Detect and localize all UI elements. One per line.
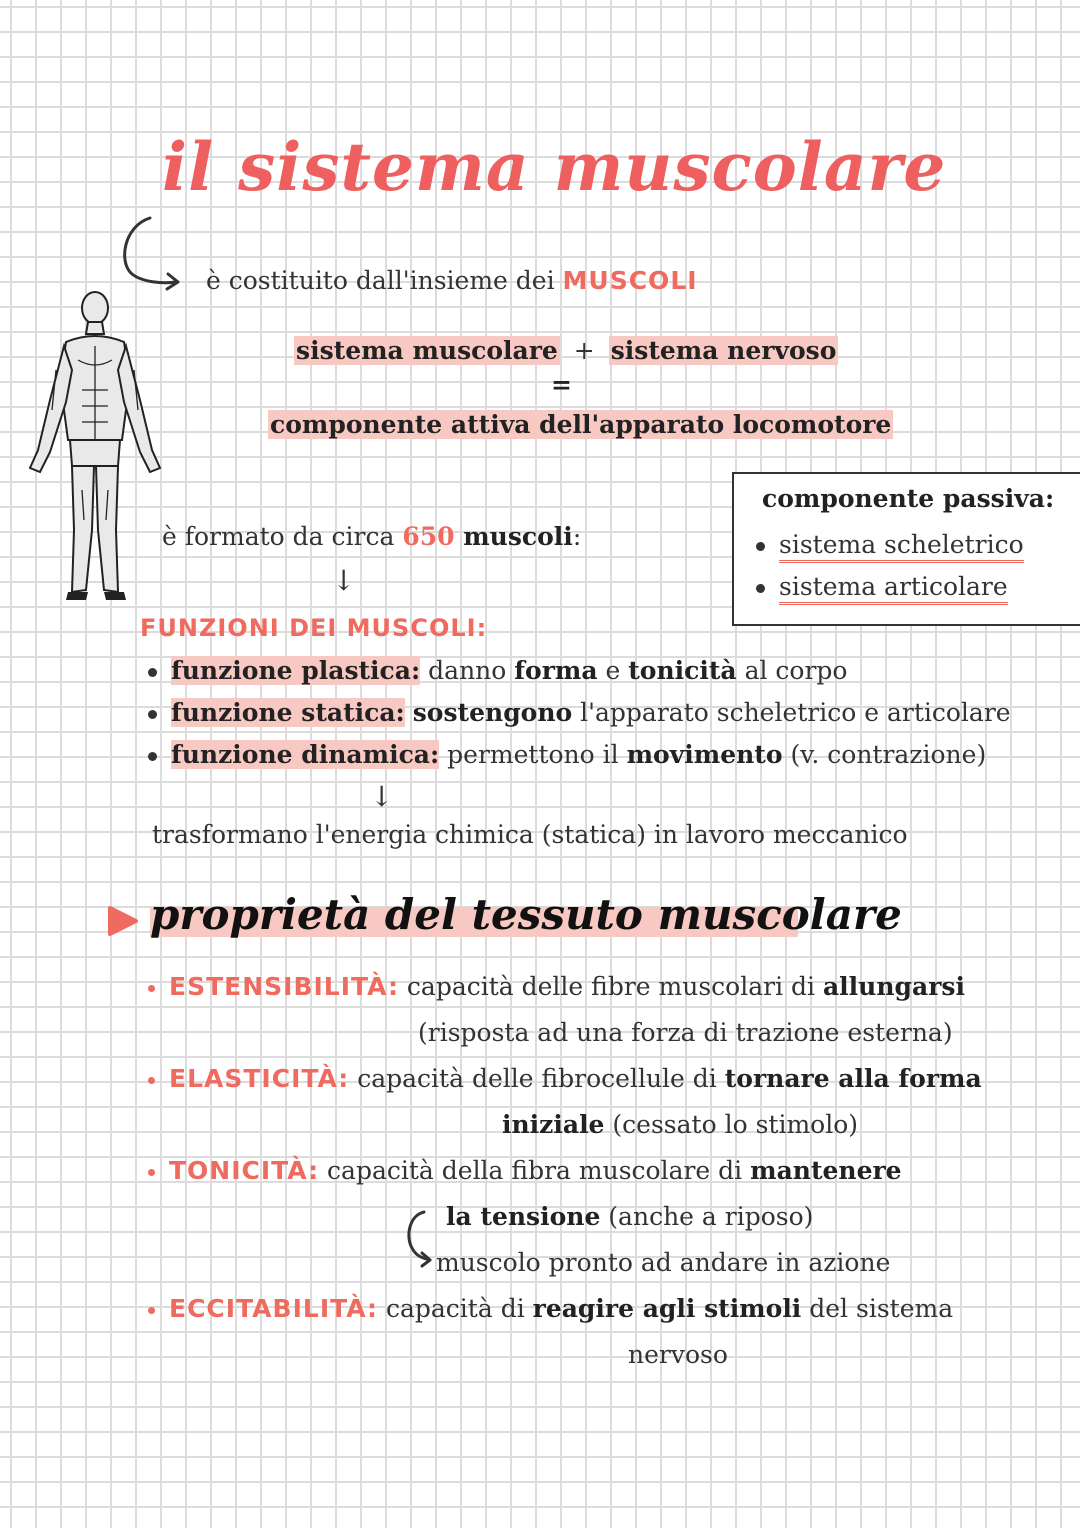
equation-left: sistema muscolare [296,336,558,365]
triangle-bullet-icon [104,904,140,938]
property-name: ELASTICITÀ: [169,1064,350,1093]
equation-right: sistema nervoso [610,336,837,365]
property-text-cont: (risposta ad una forza di trazione esterna) [418,1018,953,1047]
bullet-icon [148,1169,155,1176]
section-subtitle: proprietà del tessuto muscolare [150,890,902,939]
functions-heading: FUNZIONI DEI MUSCOLI: [140,614,488,642]
curved-arrow-icon [112,212,192,294]
function-text: al corpo [736,656,848,685]
property-text: (anche a riposo) [600,1202,814,1231]
passive-item [756,572,1008,601]
function-item [148,698,1011,727]
bullet-icon [148,985,155,992]
property-text-cont [446,1202,813,1231]
passive-item-label: sistema articolare [779,572,1008,605]
function-item [148,656,847,685]
down-arrow-icon: ↓ [370,780,394,813]
anatomy-figure-illustration [22,290,168,610]
property-keyword: iniziale [502,1110,605,1139]
equation-equals: = [551,370,572,399]
formed-colon: : [572,522,582,551]
property-text: del sistema [801,1294,954,1323]
down-arrow-icon: ↓ [332,564,356,597]
property-text: capacità di [378,1294,533,1323]
function-keyword: forma [514,656,598,685]
function-keyword: movimento [626,740,783,769]
property-text: capacità delle fibre muscolari di [398,972,823,1001]
formed-pre: è formato da circa [162,522,403,551]
property-name: ESTENSIBILITÀ: [169,972,399,1001]
property-keyword: reagire agli stimoli [532,1294,802,1323]
function-text: permettono il [439,740,627,769]
property-keyword: allungarsi [822,972,965,1001]
passive-item [756,530,1024,559]
function-keyword: tonicità [628,656,737,685]
curved-arrow-icon [398,1206,434,1270]
property-text-cont: muscolo pronto ad andare in azione [436,1248,891,1277]
property-keyword: tornare alla forma [724,1064,982,1093]
property-text: capacità della fibra muscolare di [319,1156,751,1185]
property-text: (cessato lo stimolo) [604,1110,858,1139]
bullet-icon [756,542,765,551]
intro-text: è costituito dall'insieme dei [206,266,563,295]
function-text [405,698,413,727]
function-text: danno [420,656,515,685]
equation-result: componente attiva dell'apparato locomotore [270,410,892,439]
bullet-icon [148,752,157,761]
equation-plus: + [573,336,595,365]
function-label: funzione plastica: [171,656,421,685]
intro-keyword: MUSCOLI [562,266,698,295]
property-item [148,1294,953,1323]
equation-line [294,336,838,365]
function-item [148,740,986,769]
property-text: capacità delle fibrocellule di [349,1064,725,1093]
function-label: funzione dinamica: [171,740,440,769]
function-keyword: sostengono [412,698,573,727]
property-name: TONICITÀ: [169,1156,320,1185]
property-name: ECCITABILITÀ: [169,1294,379,1323]
property-keyword: mantenere [750,1156,902,1185]
property-item [148,1064,982,1093]
formed-post: muscoli [454,522,573,551]
bullet-icon [756,584,765,593]
page-title: il sistema muscolare [162,128,947,206]
function-text: e [597,656,629,685]
property-item [148,1156,902,1185]
bullet-icon [148,1307,155,1314]
passive-title: componente passiva: [762,484,1055,513]
bullet-icon [148,668,157,677]
property-text-cont [502,1110,858,1139]
passive-item-label: sistema scheletrico [779,530,1024,563]
property-text-cont: nervoso [628,1340,728,1369]
equation-result-line [268,410,893,439]
function-text: (v. contrazione) [782,740,987,769]
functions-conclusion: trasformano l'energia chimica (statica) in lavoro meccanico [152,820,908,849]
formed-line [162,522,581,551]
property-keyword: la tensione [446,1202,601,1231]
bullet-icon [148,710,157,719]
bullet-icon [148,1077,155,1084]
intro-line [206,266,698,295]
function-text: l'apparato scheletrico e articolare [572,698,1011,727]
formed-number: 650 [402,522,455,551]
function-label: funzione statica: [171,698,405,727]
property-item [148,972,965,1001]
